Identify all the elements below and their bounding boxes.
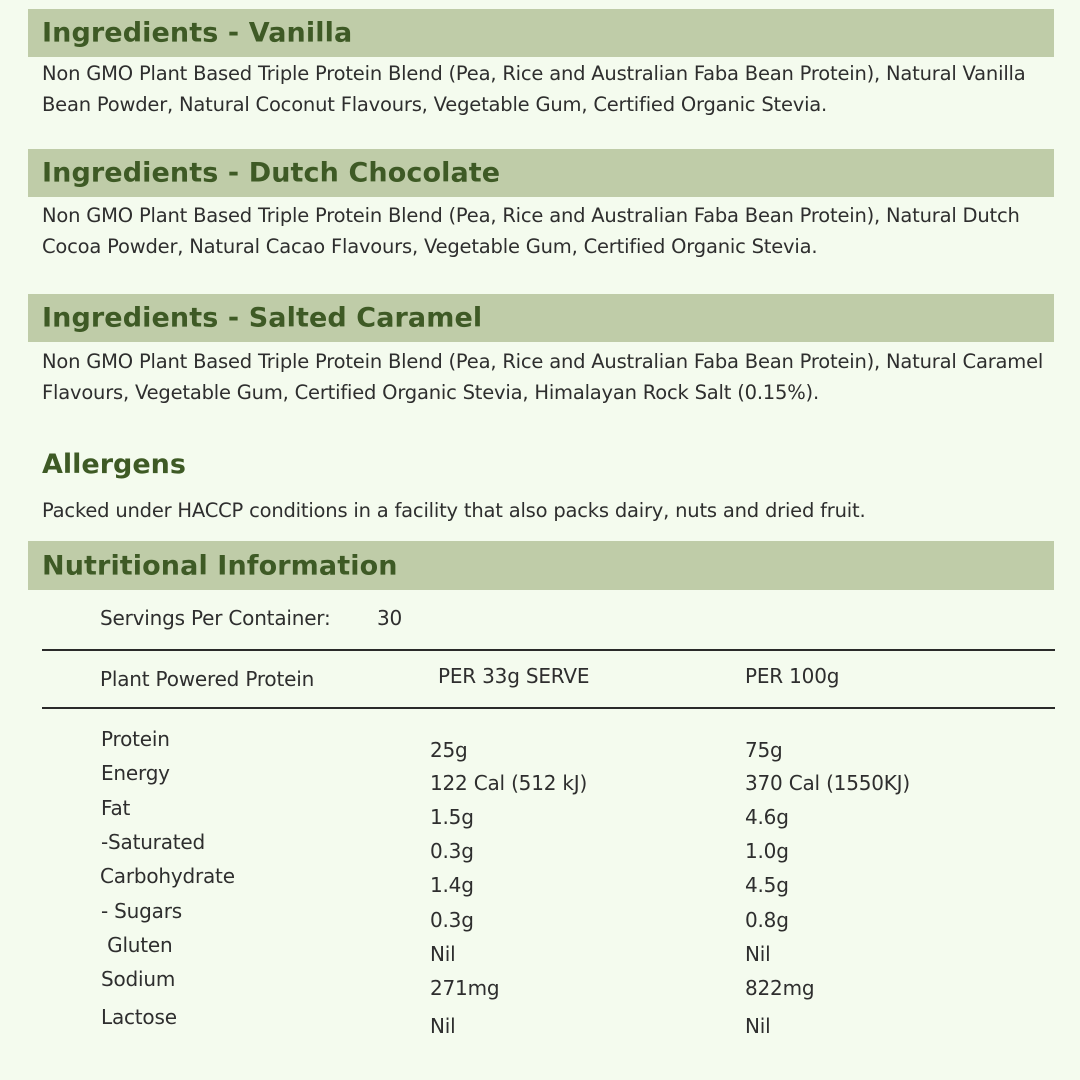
column-header-product: Plant Powered Protein: [100, 667, 315, 691]
nutrient-per-100g: 4.6g: [745, 805, 789, 829]
table-header-rule: [42, 707, 1055, 709]
nutrient-name: Energy: [101, 761, 170, 785]
nutrient-per-serve: 271mg: [430, 976, 500, 1000]
column-header-per-100g: PER 100g: [745, 664, 840, 688]
nutrient-name: -Saturated: [101, 830, 206, 854]
section-title: Nutritional Information: [42, 550, 398, 581]
servings-value: 30: [377, 606, 403, 630]
nutrient-per-serve: 122 Cal (512 kJ): [430, 771, 588, 795]
nutrient-per-serve: 1.5g: [430, 805, 474, 829]
table-top-rule: [42, 649, 1055, 651]
section-title: Ingredients - Dutch Chocolate: [42, 157, 501, 189]
nutrient-per-100g: Nil: [745, 1014, 771, 1038]
nutrient-per-100g: 0.8g: [745, 908, 789, 932]
section-title: Ingredients - Vanilla: [42, 17, 353, 49]
nutrient-per-serve: Nil: [430, 1014, 456, 1038]
nutrient-per-serve: 1.4g: [430, 873, 474, 897]
section-title: Ingredients - Salted Caramel: [42, 302, 483, 334]
section-header-dutch-chocolate: [28, 149, 1054, 197]
section-header-salted-caramel: [28, 294, 1054, 342]
nutrient-name: Fat: [101, 796, 131, 820]
nutrient-name: - Sugars: [101, 899, 182, 923]
nutrient-per-100g: 4.5g: [745, 873, 789, 897]
nutrient-per-100g: Nil: [745, 942, 771, 966]
ingredients-dutch-chocolate-text: Non GMO Plant Based Triple Protein Blend (Pea, Rice and Australian Faba Bean Protein), Natural Dutch Cocoa Powder, Natural Cacao Flavours, Vegetable Gum, Certified Organic Stevia.: [42, 204, 1020, 258]
column-header-per-serve: PER 33g SERVE: [438, 664, 590, 688]
section-header-vanilla: [28, 9, 1054, 57]
nutrient-per-100g: 370 Cal (1550KJ): [745, 771, 910, 795]
nutrient-name: Carbohydrate: [100, 864, 235, 888]
servings-label: Servings Per Container:: [100, 606, 331, 630]
nutrient-per-serve: Nil: [430, 942, 456, 966]
nutrient-per-serve: 0.3g: [430, 839, 474, 863]
nutrient-per-100g: 822mg: [745, 976, 815, 1000]
nutrient-name: Protein: [101, 727, 170, 751]
nutrient-per-serve: 25g: [430, 738, 468, 762]
ingredients-salted-caramel-text: Non GMO Plant Based Triple Protein Blend (Pea, Rice and Australian Faba Bean Protein), Natural Caramel Flavours, Vegetable Gum, Certified Organic Stevia, Himalayan Rock Salt (0.15%).: [42, 350, 1044, 404]
nutrient-name: Lactose: [101, 1005, 177, 1029]
nutrient-per-100g: 75g: [745, 738, 783, 762]
nutrient-per-100g: 1.0g: [745, 839, 789, 863]
ingredients-vanilla-text: Non GMO Plant Based Triple Protein Blend (Pea, Rice and Australian Faba Bean Protein), Natural Vanilla Bean Powder, Natural Coconut Flavours, Vegetable Gum, Certified Organic Stevia.: [42, 62, 1026, 116]
section-header-nutrition: [28, 541, 1054, 590]
nutrient-name: Gluten: [101, 933, 173, 957]
allergens-text: Packed under HACCP conditions in a facility that also packs dairy, nuts and dried fruit.: [42, 499, 866, 522]
nutrient-name: Sodium: [101, 967, 176, 991]
allergens-title: Allergens: [42, 449, 186, 480]
nutrient-per-serve: 0.3g: [430, 908, 474, 932]
